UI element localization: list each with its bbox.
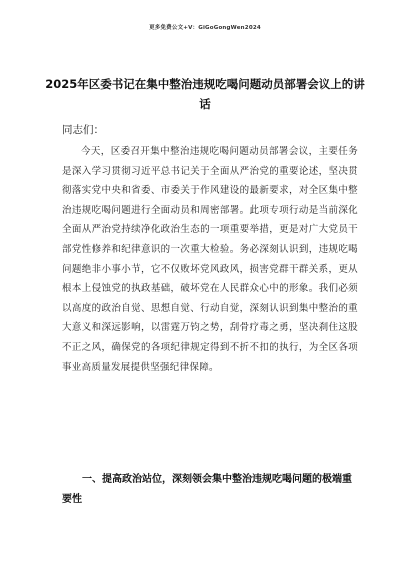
- body-paragraph: 今天，区委召开集中整治违规吃喝问题动员部署会议，主要任务是深入学习贯彻习近平总书记关于全面从严治党的重要论述，坚决贯彻落实党中央和省委、市委关于作风建设的最新要求，对全区集中整治违规吃喝问题进行全面动员和周密部署。此项专项行动是当前深化全面从严治党持续净化政治生态的一项重要举措，更是对广大党员干部党性修养和纪律意识的一次重大检验。务必深刻认识到，违规吃喝问题绝非小事小节，它不仅败坏党风政风，损害党群干群关系，更从根本上侵蚀党的执政基础，破坏党在人民群众心中的形象。我们必须以高度的政治自觉、思想自觉、行动自觉，深刻认识到集中整治的重大意义和深远影响，以雷霆万钧之势，刮骨疗毒之勇，坚决刹住这股不正之风，确保党的各项纪律规定得到不折不扣的执行，为全区各项事业高质量发展提供坚强纪律保障。: [62, 146, 358, 373]
- header-watermark: 更多免费公文+V：GiGoGongWen2024: [149, 25, 261, 31]
- salutation: 同志们：: [62, 124, 104, 136]
- section-heading: 一、提高政治站位，深刻领会集中整治违规吃喝问题的极端重要性: [62, 474, 352, 505]
- document-title: 2025年区委书记在集中整治违规吃喝问题动员部署会议上的讲话: [45, 77, 365, 111]
